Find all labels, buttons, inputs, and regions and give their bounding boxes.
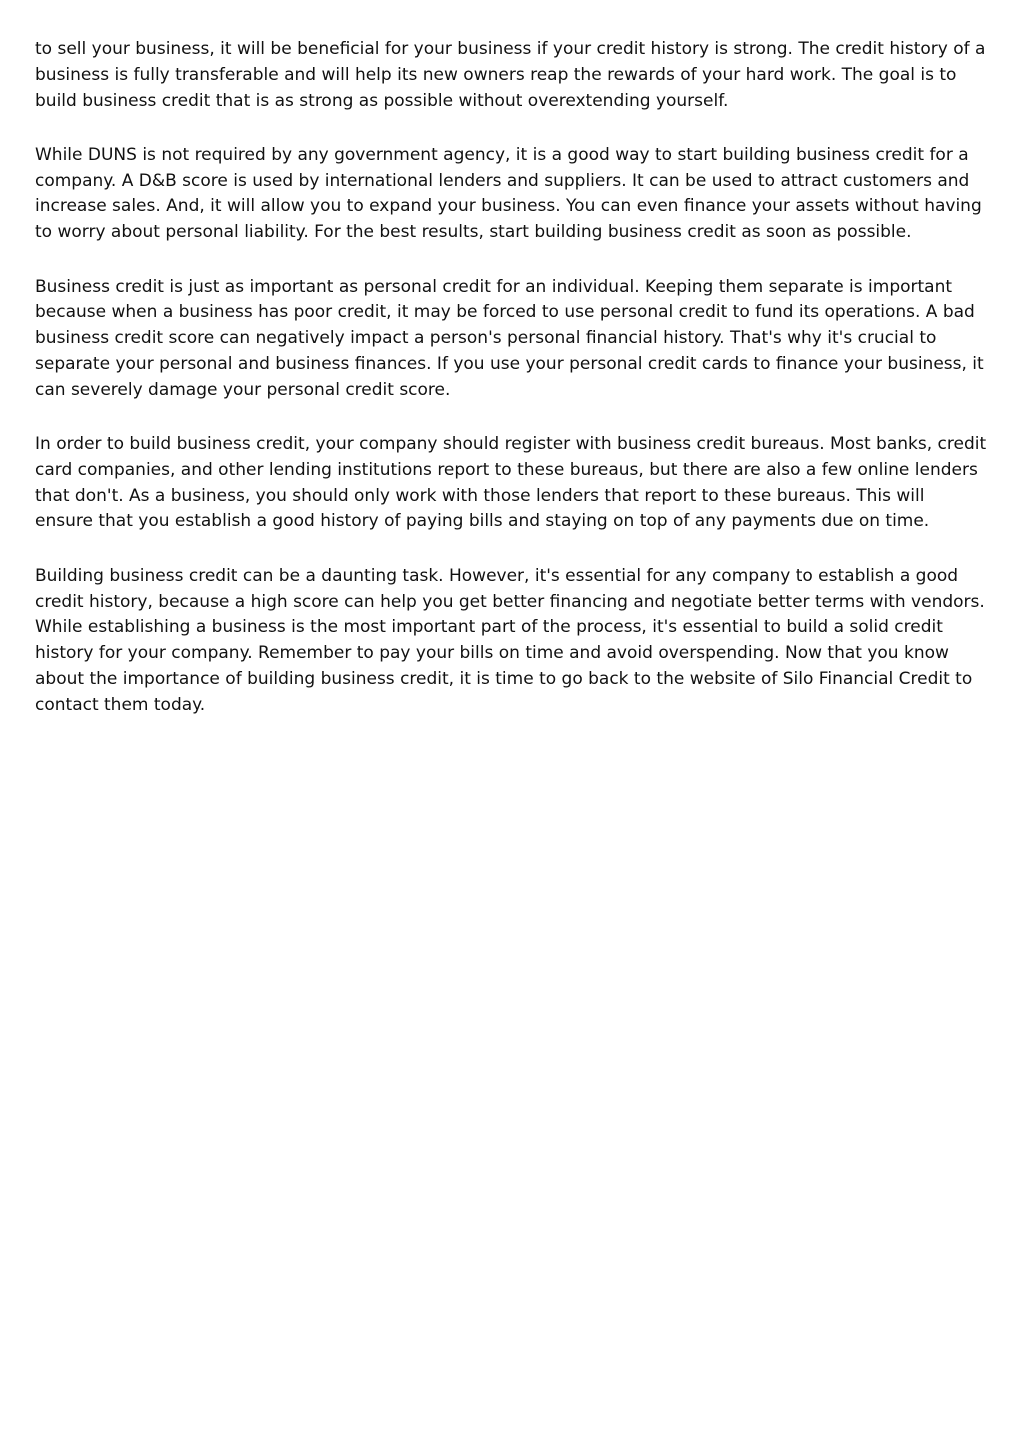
document-body: [35, 37, 987, 747]
paragraph-4: In order to build business credit, your company should register with business credit bureaus. Most banks, credit card companies, and other lending institutions report to these bureaus, but there are also a few online lenders that don't. As a business, you should only work with those lenders that report to these bureaus. This will ensure that you establish a good history of paying bills and staying on top of any payments due on time.: [35, 434, 987, 532]
paragraph-3: Business credit is just as important as personal credit for an individual. Keeping them separate is important because when a business has poor credit, it may be forced to use personal credit to fund its operations. A bad business credit score can negatively impact a person's personal financial history. That's why it's crucial to separate your personal and business finances. If you use your personal credit cards to finance your business, it can severely damage your personal credit score.: [35, 276, 984, 400]
paragraph-2: While DUNS is not required by any government agency, it is a good way to start building business credit for a company. A D&B score is used by international lenders and suppliers. It can be used to attract customers and increase sales. And, it will allow you to expand your business. You can even finance your assets without having to worry about personal liability. For the best results, start building business credit as soon as possible.: [35, 144, 982, 243]
paragraph-1: to sell your business, it will be beneficial for your business if your credit history is strong. The credit history of a business is fully transferable and will help its new owners reap the rewards of your hard work. The goal is to build business credit that is as strong as possible without overextending yourself.: [35, 39, 986, 111]
paragraph-5: Building business credit can be a daunting task. However, it's essential for any company to establish a good credit history, because a high score can help you get better financing and negotiate better terms with vendors. While establishing a business is the most important part of the process, it's essential to build a solid credit history for your company. Remember to pay your bills on time and avoid overspending. Now that you know about the importance of building business credit, it is time to go back to the website of Silo Financial Credit to contact them today.: [35, 565, 985, 715]
